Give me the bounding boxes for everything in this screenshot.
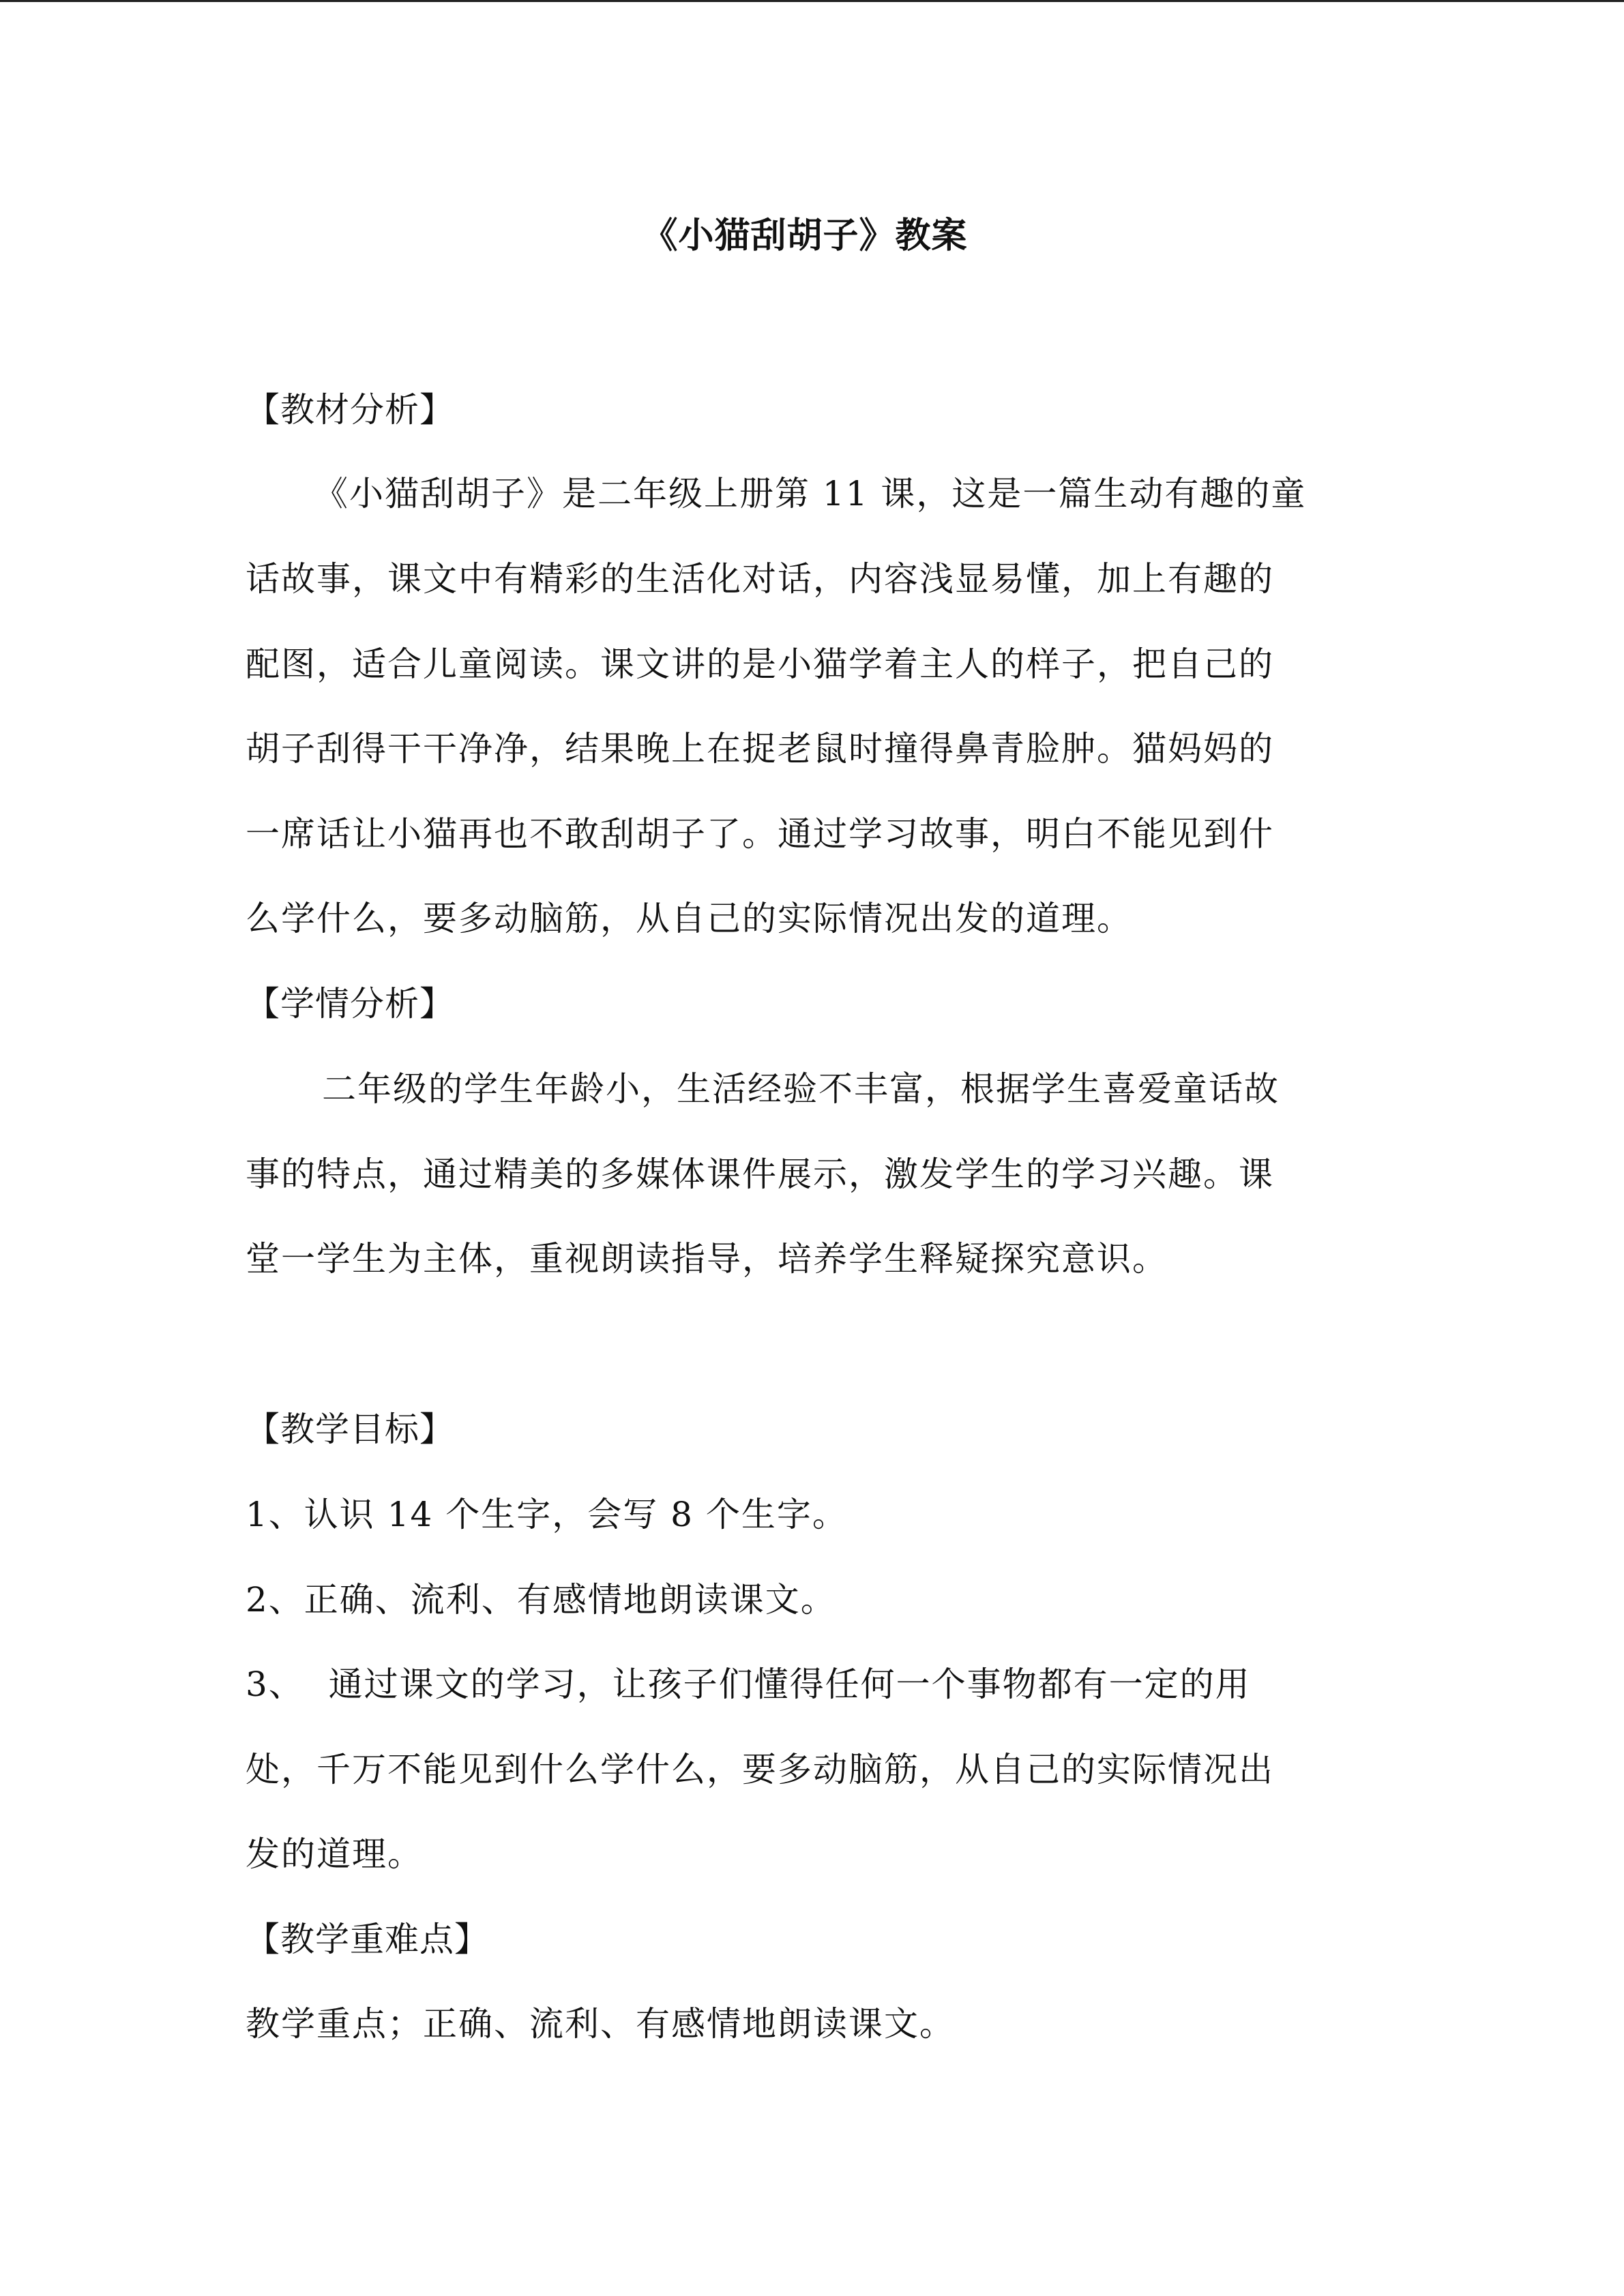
paragraph-line: 胡子刮得干干净净，结果晚上在捉老鼠时撞得鼻青脸肿。猫妈妈的 xyxy=(246,729,1274,769)
paragraph-line: 二年级的学生年龄小，生活经验不丰富，根据学生喜爱童话故 xyxy=(322,1069,1280,1109)
list-item-continuation: 发的道理。 xyxy=(246,1834,423,1874)
paragraph-line: 堂一学生为主体，重视朗读指导，培养学生释疑探究意识。 xyxy=(246,1239,1168,1279)
list-item: 2、正确、流利、有感情地朗读课文。 xyxy=(246,1580,836,1620)
paragraph-line: 配图，适合儿童阅读。课文讲的是小猫学着主人的样子，把自己的 xyxy=(246,644,1274,684)
document-page xyxy=(246,0,1364,2296)
paragraph-line: 么学什么，要多动脑筋，从自己的实际情况出发的道理。 xyxy=(246,899,1132,938)
paragraph-line: 一席话让小猫再也不敢刮胡子了。通过学习故事，明白不能见到什 xyxy=(246,814,1274,854)
list-item: 3、 通过课文的学习，让孩子们懂得任何一个事物都有一定的用 xyxy=(246,1665,1251,1704)
paragraph-line: 教学重点；正确、流利、有感情地朗读课文。 xyxy=(246,2004,955,2044)
section-heading-key-points: 【教学重难点】 xyxy=(246,1920,489,1959)
section-heading-materials: 【教材分析】 xyxy=(246,390,454,430)
section-heading-goals: 【教学目标】 xyxy=(246,1410,454,1449)
section-heading-students: 【学情分析】 xyxy=(246,984,454,1024)
list-item-continuation: 处，千万不能见到什么学什么，要多动脑筋，从自己的实际情况出 xyxy=(246,1750,1274,1789)
paragraph-line: 《小猫刮胡子》是二年级上册第 11 课，这是一篇生动有趣的童 xyxy=(314,474,1307,513)
paragraph-line: 事的特点，通过精美的多媒体课件展示，激发学生的学习兴趣。课 xyxy=(246,1154,1274,1194)
page-title: 《小猫刮胡子》教案 xyxy=(642,215,968,256)
paragraph-line: 话故事，课文中有精彩的生活化对话，内容浅显易懂，加上有趣的 xyxy=(246,559,1274,599)
list-item: 1、认识 14 个生字，会写 8 个生字。 xyxy=(246,1495,848,1534)
